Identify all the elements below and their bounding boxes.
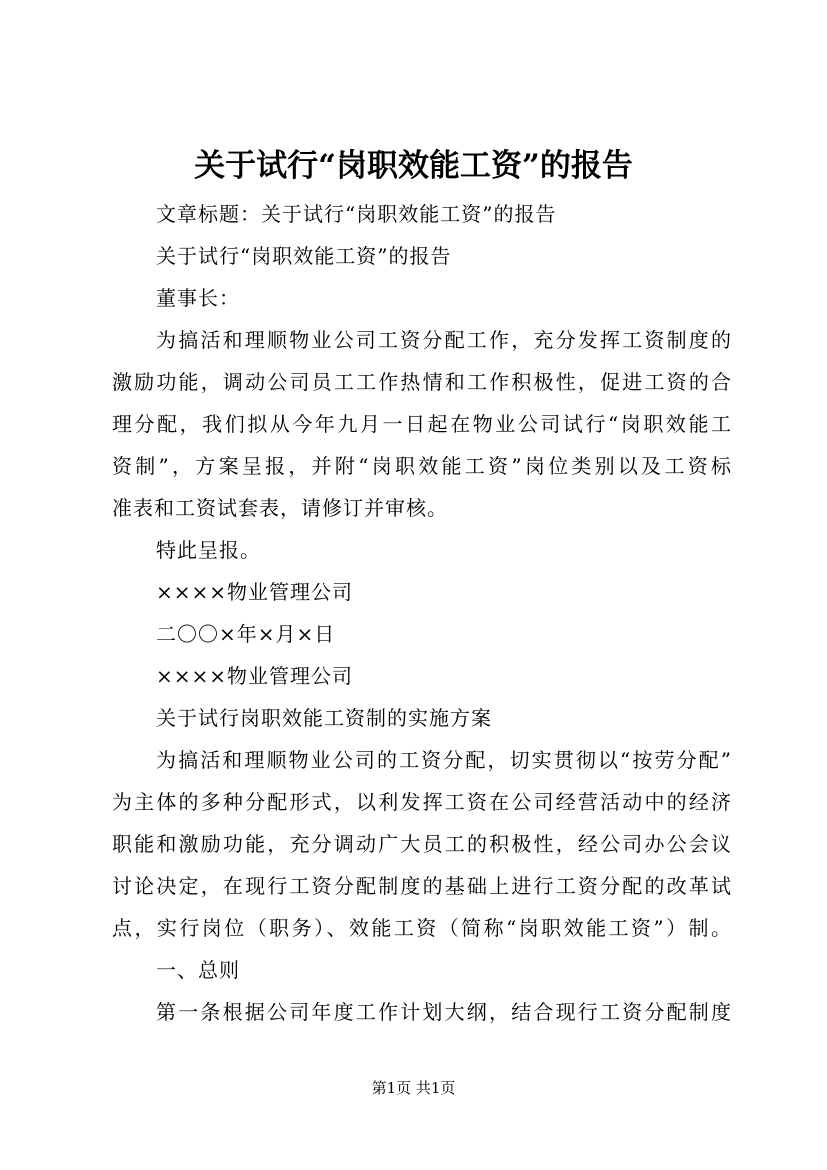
- paragraph-line: 第一条根据公司年度工作计划大纲，结合现行工资分配制度: [156, 1000, 732, 1024]
- paragraph-line: 职能和激励功能，充分调动广大员工的积极性，经公司办公会议: [112, 832, 732, 856]
- document-body: [112, 193, 732, 1033]
- article-title-line: 文章标题：关于试行“岗职效能工资”的报告: [156, 202, 557, 226]
- paragraph-line: 讨论决定，在现行工资分配制度的基础上进行工资分配的改革试: [112, 874, 732, 898]
- paragraph-line: 为主体的多种分配形式，以利发挥工资在公司经营活动中的经济: [112, 790, 732, 814]
- paragraph-line: 为搞活和理顺物业公司的工资分配，切实贯彻以“按劳分配”: [156, 748, 732, 772]
- document-title: 关于试行“岗职效能工资”的报告: [194, 148, 633, 184]
- report-subtitle: 关于试行“岗职效能工资”的报告: [156, 244, 452, 268]
- paragraph-line: 激励功能，调动公司员工工作热情和工作积极性，促进工资的合: [112, 370, 732, 394]
- section-heading: 关于试行岗职效能工资制的实施方案: [156, 706, 492, 730]
- company-name: ××××物业管理公司: [156, 580, 354, 604]
- paragraph-line: 点，实行岗位（职务）、效能工资（简称“岗职效能工资”）制。: [112, 916, 732, 940]
- document-date: 二〇〇×年×月×日: [156, 622, 336, 646]
- closing-remark: 特此呈报。: [156, 538, 261, 562]
- paragraph-line: 资制”，方案呈报，并附“岗职效能工资”岗位类别以及工资标: [112, 454, 732, 478]
- chapter-heading: 一、总则: [156, 958, 240, 982]
- paragraph-line: 理分配，我们拟从今年九月一日起在物业公司试行“岗职效能工: [112, 412, 732, 436]
- salutation: 董事长：: [156, 286, 240, 310]
- company-name: ××××物业管理公司: [156, 664, 354, 688]
- paragraph-line: 准表和工资试套表，请修订并审核。: [112, 496, 448, 520]
- paragraph-line: 为搞活和理顺物业公司工资分配工作，充分发挥工资制度的: [156, 328, 732, 352]
- page-footer: 第1页 共1页: [371, 1079, 456, 1097]
